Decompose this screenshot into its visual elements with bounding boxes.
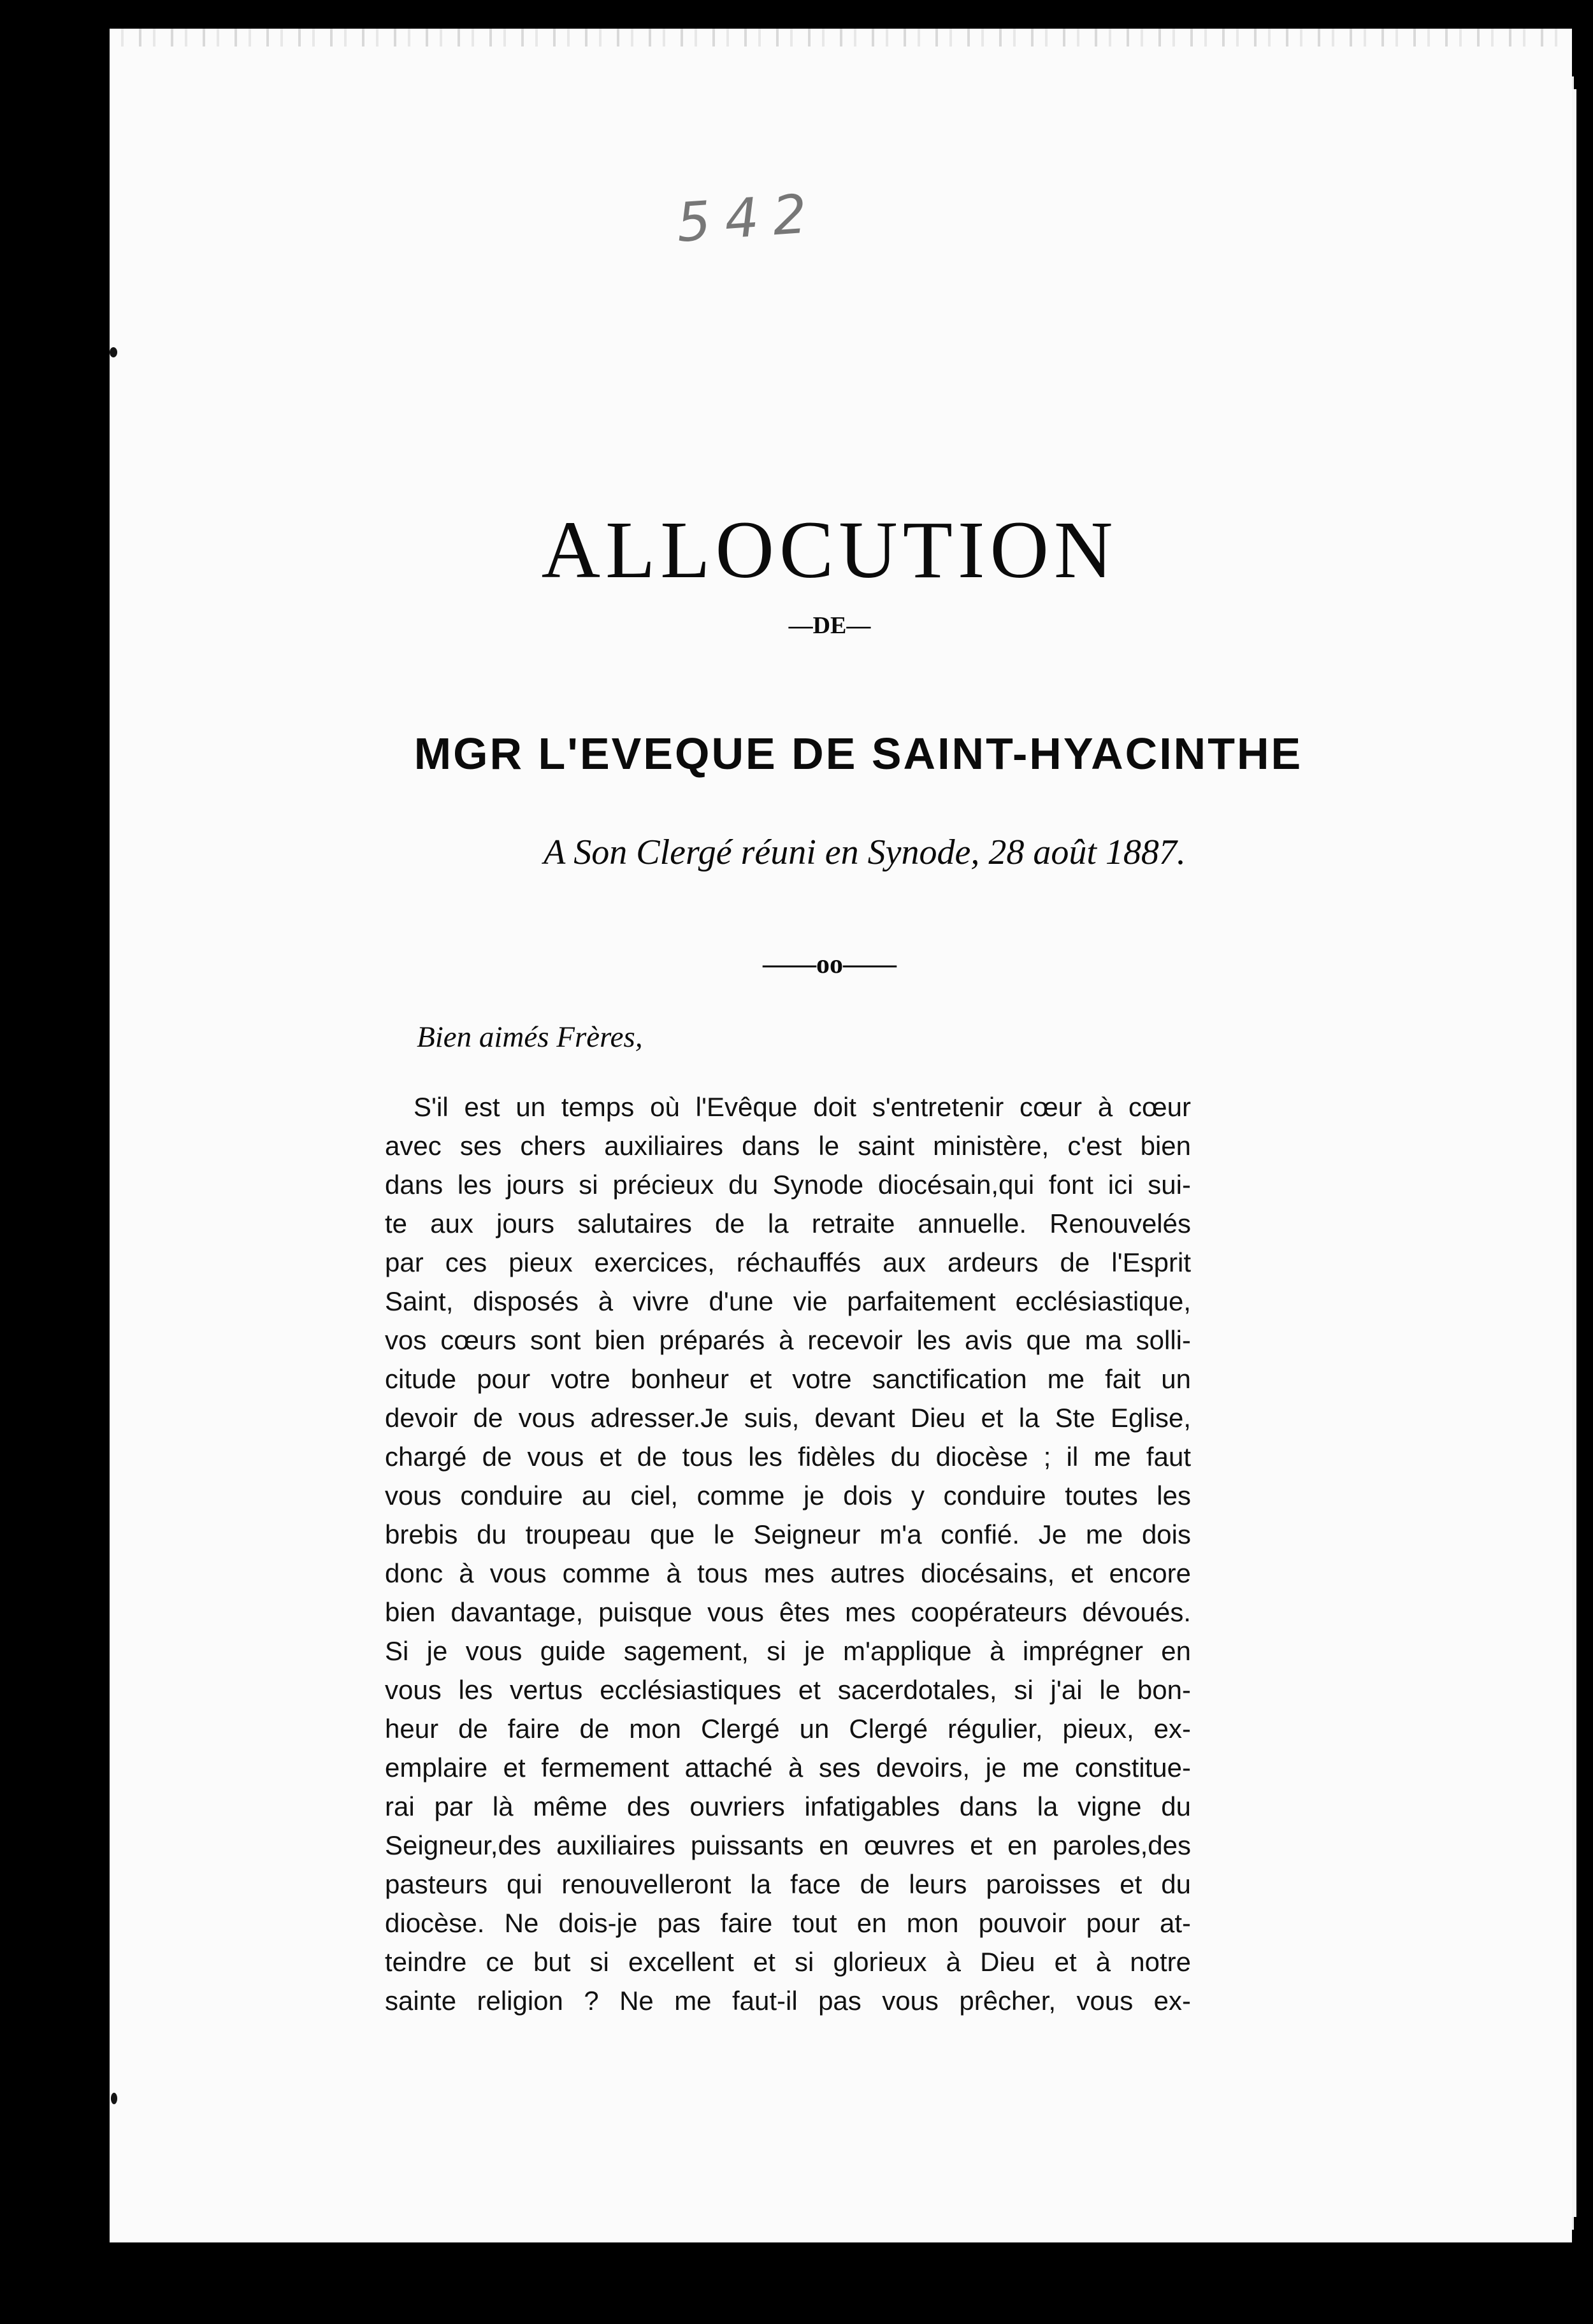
text-line: emplaire et fermement attaché à ses devoirs, je me constitue-: [385, 1753, 1191, 1782]
margin-speck: [111, 2093, 117, 2104]
text-line: Saint, disposés à vivre d'une vie parfaitement ecclésiastique,: [385, 1286, 1191, 1316]
section-ornament: ——oo——: [763, 950, 897, 979]
text-line: chargé de vous et de tous les fidèles du diocèse ; il me faut: [385, 1442, 1191, 1472]
text-line: brebis du troupeau que le Seigneur m'a confié. Je me dois: [385, 1519, 1191, 1549]
margin-speck: [110, 347, 117, 357]
salutation: Bien aimés Frères,: [417, 1021, 643, 1054]
text-line: devoir de vous adresser.Je suis, devant Dieu et la Ste Eglise,: [385, 1403, 1191, 1433]
page-top-edge: [110, 29, 1572, 47]
text-line: vous conduire au ciel, comme je dois y conduire toutes les: [385, 1481, 1191, 1510]
text-line: bien davantage, puisque vous êtes mes coopérateurs dévoués.: [385, 1597, 1191, 1627]
text-line: te aux jours salutaires de la retraite annuelle. Renouvelés: [385, 1209, 1191, 1238]
text-line: Seigneur,des auxiliaires puissants en œuvres et en paroles,des: [385, 1830, 1191, 1860]
text-line: Si je vous guide sagement, si je m'applique à imprégner en: [385, 1636, 1191, 1666]
text-line: rai par là même des ouvriers infatigables dans la vigne du: [385, 1791, 1191, 1821]
catalog-number: 542: [674, 182, 823, 254]
text-line: avec ses chers auxiliaires dans le saint ministère, c'est bien: [385, 1131, 1191, 1161]
text-line: vos cœurs sont bien préparés à recevoir les avis que ma solli-: [385, 1325, 1191, 1355]
document-subtitle: MGR L'EVEQUE DE SAINT-HYACINTHE: [414, 729, 1303, 779]
scanned-document-page: [110, 29, 1572, 2242]
text-line: heur de faire de mon Clergé un Clergé régulier, pieux, ex-: [385, 1714, 1191, 1744]
text-line: citude pour votre bonheur et votre sanctification me fait un: [385, 1364, 1191, 1394]
text-line: par ces pieux exercices, réchauffés aux ardeurs de l'Esprit: [385, 1247, 1191, 1277]
text-line: S'il est un temps où l'Evêque doit s'entretenir cœur à cœur: [414, 1092, 1191, 1122]
text-line: vous les vertus ecclésiastiques et sacerdotales, si j'ai le bon-: [385, 1675, 1191, 1705]
title-particle: —DE—: [788, 612, 871, 639]
text-line: teindre ce but si excellent et si glorieux à Dieu et à notre: [385, 1947, 1191, 1977]
text-line: diocèse. Ne dois-je pas faire tout en mon pouvoir pour at-: [385, 1908, 1191, 1938]
text-line: donc à vous comme à tous mes autres diocésains, et encore: [385, 1558, 1191, 1588]
text-line: sainte religion ? Ne me faut-il pas vous prêcher, vous ex-: [385, 1986, 1191, 2016]
allocution-body: [385, 1087, 1191, 2020]
document-title: ALLOCUTION: [541, 504, 1118, 595]
text-line: dans les jours si précieux du Synode diocésain,qui font ici sui-: [385, 1170, 1191, 1200]
dedication-line: A Son Clergé réuni en Synode, 28 août 1887.: [544, 833, 1186, 872]
text-line: pasteurs qui renouvelleront la face de leurs paroisses et du: [385, 1869, 1191, 1899]
